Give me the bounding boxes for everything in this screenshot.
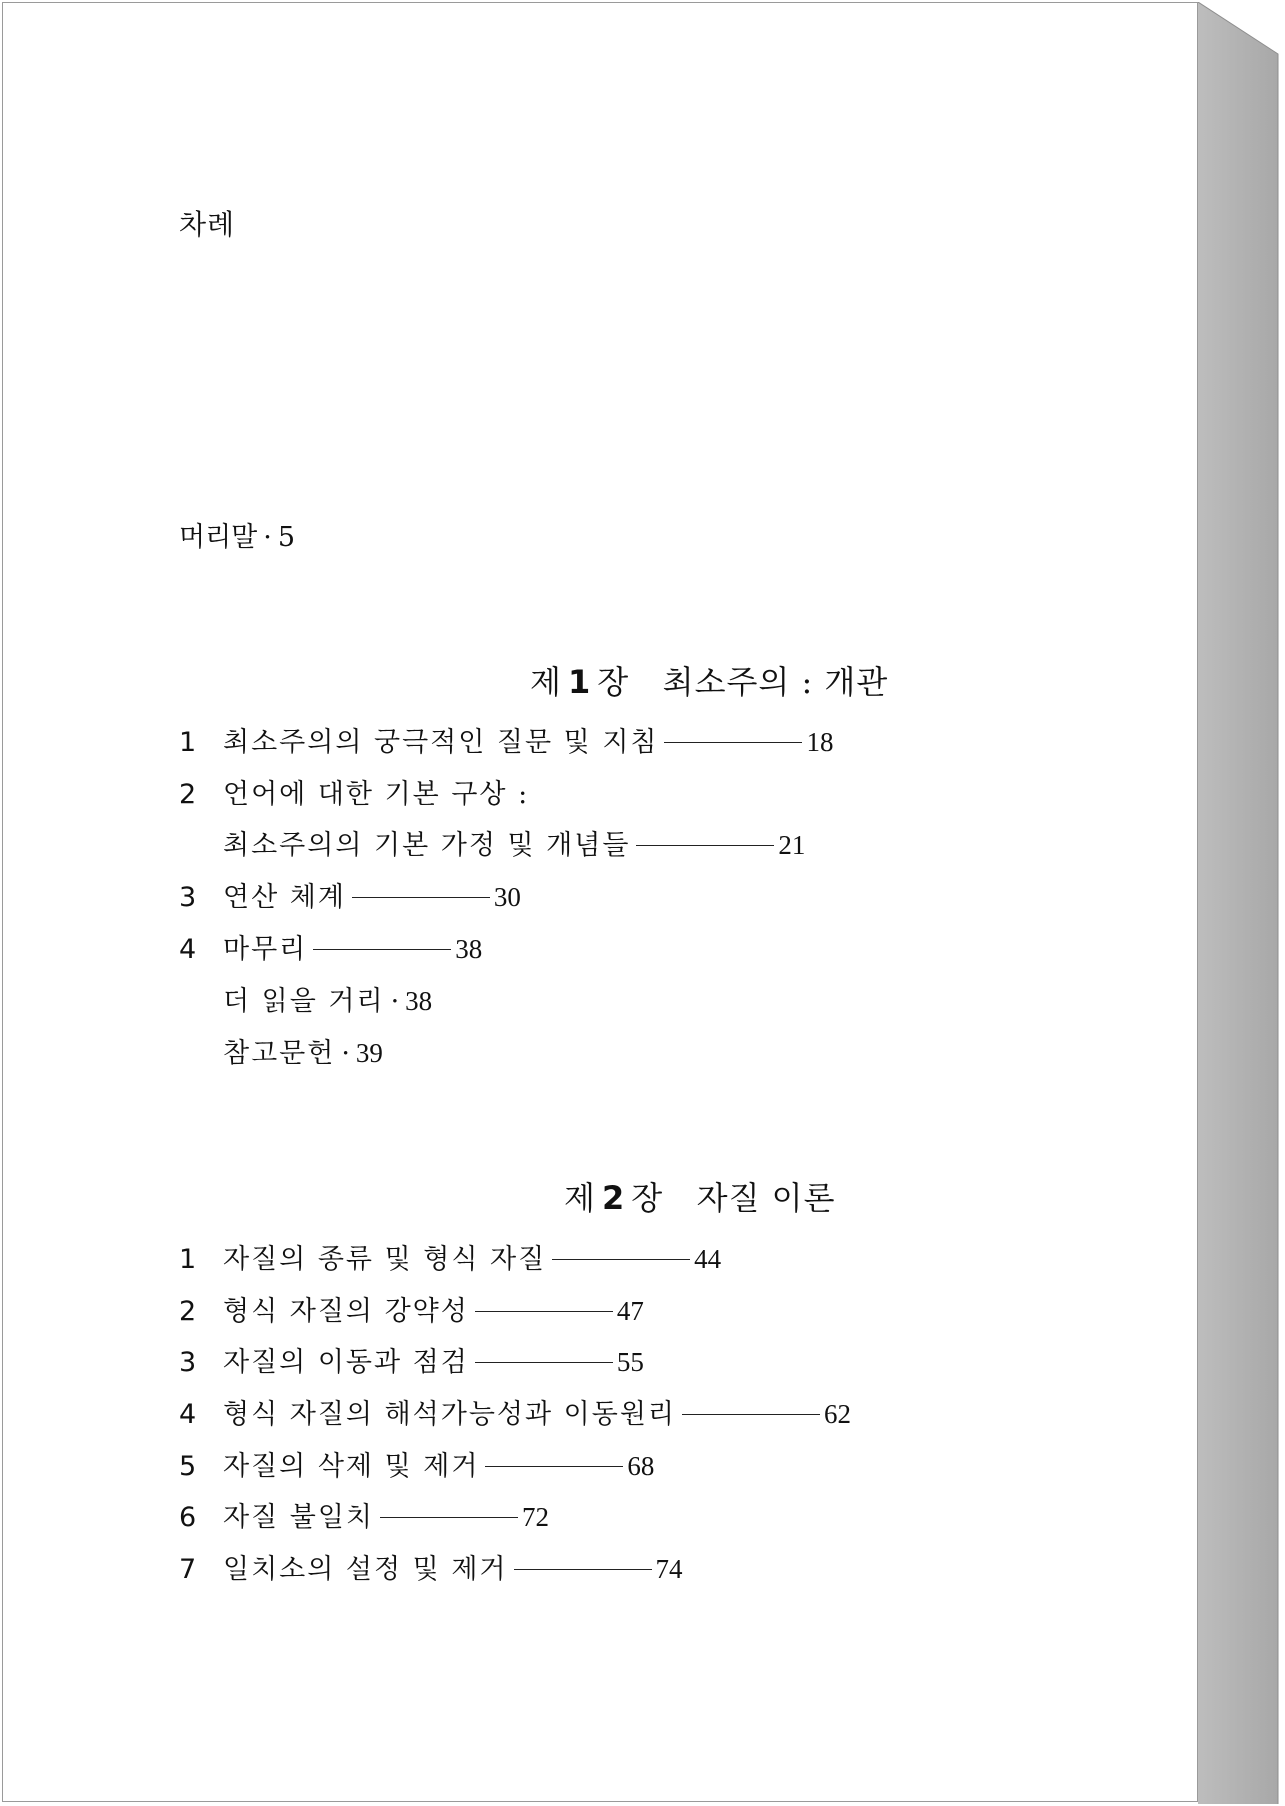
leader-line xyxy=(352,897,490,898)
leader-line xyxy=(475,1311,613,1312)
preface-label: 머리말 xyxy=(179,522,258,553)
page-edge-shadow xyxy=(1198,2,1283,1804)
item-number: 1 xyxy=(179,727,197,758)
leader-line xyxy=(552,1259,690,1260)
leader-line xyxy=(475,1362,613,1363)
sub-item-page: 39 xyxy=(355,1038,383,1068)
toc-item-continuation[interactable] xyxy=(179,823,805,862)
sub-item-label: 더 읽을 거리 xyxy=(223,986,385,1017)
item-label: 언어에 대한 기본 구상 : xyxy=(223,779,530,810)
toc-item[interactable] xyxy=(179,1289,644,1328)
item-label: 자질의 삭제 및 제거 xyxy=(223,1451,480,1482)
toc-item[interactable] xyxy=(179,1444,654,1483)
toc-item[interactable] xyxy=(179,927,482,966)
item-page: 74 xyxy=(655,1554,683,1584)
toc-item[interactable] xyxy=(179,720,833,759)
chapter-suffix: 장 xyxy=(597,663,630,701)
chapter-title: 자질 이론 xyxy=(696,1179,836,1217)
toc-item[interactable] xyxy=(179,1495,549,1534)
item-page: 44 xyxy=(694,1244,722,1274)
item-number: 7 xyxy=(179,1554,197,1585)
item-number: 4 xyxy=(179,1399,197,1430)
item-page: 72 xyxy=(522,1502,549,1532)
item-number: 5 xyxy=(179,1451,197,1482)
sub-item-page: 38 xyxy=(405,986,433,1016)
item-number: 6 xyxy=(179,1502,197,1533)
chapter-prefix: 제 xyxy=(530,663,562,701)
item-page: 18 xyxy=(806,727,834,757)
sub-item-further-reading[interactable]: 더 읽을 거리 · 38 xyxy=(223,986,433,1017)
toc-item[interactable] xyxy=(179,1392,851,1431)
item-page: 68 xyxy=(627,1451,655,1481)
leader-line xyxy=(485,1466,623,1467)
chapter-number: 1 xyxy=(567,663,592,701)
item-number: 3 xyxy=(179,882,197,913)
item-label: 자질의 이동과 점검 xyxy=(223,1347,469,1378)
item-number: 3 xyxy=(179,1347,197,1378)
preface-page: 5 xyxy=(277,522,296,553)
leader-line xyxy=(636,845,774,846)
leader-line xyxy=(313,949,451,950)
item-number: 1 xyxy=(179,1244,197,1275)
chapter-prefix: 제 xyxy=(564,1179,596,1217)
sub-item-references[interactable]: 참고문헌 · 39 xyxy=(223,1038,383,1069)
toc-item[interactable] xyxy=(179,875,521,914)
item-label: 형식 자질의 강약성 xyxy=(223,1296,469,1327)
item-label: 마무리 xyxy=(223,934,308,965)
item-number: 2 xyxy=(179,779,197,810)
chapter-number: 2 xyxy=(601,1179,626,1217)
leader-line xyxy=(682,1414,820,1415)
chapter-title: 최소주의 : 개관 xyxy=(662,663,889,701)
toc-item[interactable] xyxy=(179,772,529,811)
item-label: 일치소의 설정 및 제거 xyxy=(223,1554,508,1585)
item-number: 2 xyxy=(179,1296,197,1327)
item-label-continued: 최소주의의 기본 가정 및 개념들 xyxy=(223,830,631,861)
leader-line xyxy=(664,742,802,743)
leader-line xyxy=(514,1569,652,1570)
item-label: 자질 불일치 xyxy=(223,1502,374,1533)
item-page: 21 xyxy=(778,830,806,860)
item-label: 형식 자질의 해석가능성과 이동원리 xyxy=(223,1399,676,1430)
toc-item[interactable] xyxy=(179,1237,721,1276)
toc-item[interactable] xyxy=(179,1547,683,1586)
leader-line xyxy=(380,1517,518,1518)
book-page xyxy=(2,2,1198,1802)
item-label: 최소주의의 궁극적인 질문 및 지침 xyxy=(223,727,659,758)
item-number: 4 xyxy=(179,934,197,965)
toc-item[interactable] xyxy=(179,1340,644,1379)
item-page: 62 xyxy=(823,1399,851,1429)
item-page: 30 xyxy=(493,882,521,912)
item-label: 연산 체계 xyxy=(223,882,346,913)
page-title: 차례 xyxy=(179,208,236,241)
item-page: 47 xyxy=(616,1296,644,1326)
sub-item-label: 참고문헌 xyxy=(223,1038,336,1069)
item-page: 55 xyxy=(616,1347,644,1377)
chapter-suffix: 장 xyxy=(631,1179,664,1217)
preface-entry: 머리말 · 5 xyxy=(179,522,296,553)
item-page: 38 xyxy=(455,934,483,964)
item-label: 자질의 종류 및 형식 자질 xyxy=(223,1244,547,1275)
